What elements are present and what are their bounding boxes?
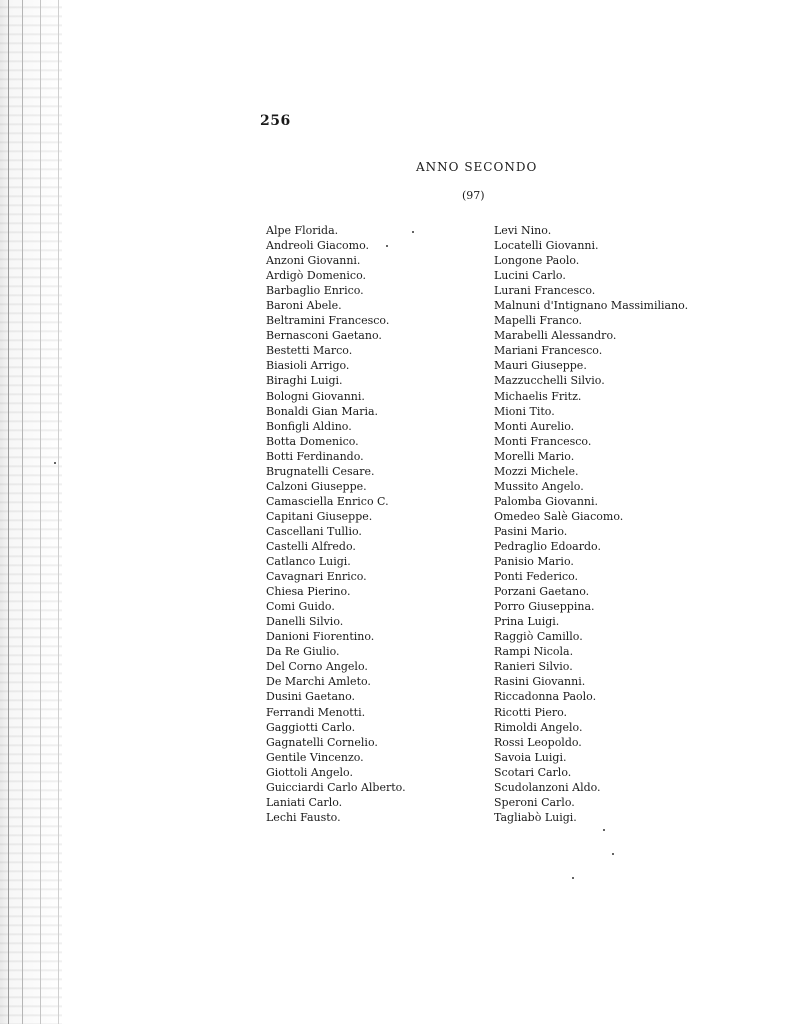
student-name: Botta Domenico. bbox=[266, 434, 359, 448]
student-name: Savoia Luigi. bbox=[494, 750, 567, 764]
student-name: Catlanco Luigi. bbox=[266, 555, 351, 569]
student-name: Raggiò Camillo. bbox=[494, 630, 583, 644]
student-name: Ardigò Domenico. bbox=[266, 269, 366, 283]
student-name: Ranieri Silvio. bbox=[494, 660, 573, 674]
student-list-left bbox=[266, 223, 406, 825]
student-name: Pedraglio Edoardo. bbox=[494, 539, 601, 553]
student-name: Pasini Mario. bbox=[494, 524, 568, 538]
student-name: Morelli Mario. bbox=[494, 449, 575, 463]
student-name: Lurani Francesco. bbox=[494, 284, 596, 298]
student-name: Giottoli Angelo. bbox=[266, 765, 353, 779]
page-number: 256 bbox=[260, 113, 291, 129]
binding-line bbox=[58, 0, 59, 1024]
student-name: Cavagnari Enrico. bbox=[266, 570, 367, 584]
binding-line bbox=[8, 0, 9, 1024]
student-name: Biraghi Luigi. bbox=[266, 374, 343, 388]
student-name: Calzoni Giuseppe. bbox=[266, 479, 367, 493]
ink-speck bbox=[603, 829, 605, 831]
student-name: Palomba Giovanni. bbox=[494, 494, 599, 508]
binding-edge bbox=[0, 0, 62, 1024]
student-name: Brugnatelli Cesare. bbox=[266, 464, 375, 478]
student-list-right bbox=[494, 223, 688, 825]
student-name: Mussito Angelo. bbox=[494, 479, 584, 493]
student-name: Gagnatelli Cornelio. bbox=[266, 735, 378, 749]
student-name: Omedeo Salè Giacomo. bbox=[494, 509, 624, 523]
student-name: Scudolanzoni Aldo. bbox=[494, 780, 601, 794]
student-name: Scotari Carlo. bbox=[494, 765, 572, 779]
student-name: Anzoni Giovanni. bbox=[266, 254, 361, 268]
student-name: Levi Nino. bbox=[494, 224, 552, 237]
student-name: Ricotti Piero. bbox=[494, 705, 568, 719]
student-name: Mauri Giuseppe. bbox=[494, 359, 587, 373]
student-name: Mariani Francesco. bbox=[494, 344, 603, 358]
student-name: Rimoldi Angelo. bbox=[494, 720, 583, 734]
ink-speck bbox=[572, 877, 574, 879]
student-name: Michaelis Fritz. bbox=[494, 389, 582, 403]
student-name: Del Corno Angelo. bbox=[266, 660, 368, 674]
student-name: Speroni Carlo. bbox=[494, 795, 575, 809]
student-name: Chiesa Pierino. bbox=[266, 585, 351, 599]
student-name: Mozzi Michele. bbox=[494, 464, 579, 478]
student-name: Panisio Mario. bbox=[494, 555, 574, 569]
student-name: Tagliabò Luigi. bbox=[494, 810, 577, 824]
student-name: Malnuni d'Intignano Massimiliano. bbox=[494, 299, 689, 313]
student-name: Porro Giuseppina. bbox=[494, 600, 595, 614]
student-name: Prina Luigi. bbox=[494, 615, 560, 629]
student-name: Lucini Carlo. bbox=[494, 269, 566, 283]
ink-speck bbox=[54, 462, 56, 464]
student-name: Laniati Carlo. bbox=[266, 795, 343, 809]
student-name: Guicciardi Carlo Alberto. bbox=[266, 780, 406, 794]
student-name: Rasini Giovanni. bbox=[494, 675, 586, 689]
section-heading: ANNO SECONDO bbox=[416, 160, 538, 174]
student-name: Beltramini Francesco. bbox=[266, 314, 390, 328]
student-name: Mapelli Franco. bbox=[494, 314, 583, 328]
student-name: De Marchi Amleto. bbox=[266, 675, 371, 689]
student-name: Rampi Nicola. bbox=[494, 645, 574, 659]
student-name: Rossi Leopoldo. bbox=[494, 735, 582, 749]
student-name: Danelli Silvio. bbox=[266, 615, 344, 629]
binding-line bbox=[22, 0, 23, 1024]
student-name: Alpe Florida. bbox=[266, 224, 339, 237]
student-name: Monti Aurelio. bbox=[494, 419, 575, 433]
class-number: (97) bbox=[462, 189, 485, 202]
student-name: Ponti Federico. bbox=[494, 570, 579, 584]
student-name: Bestetti Marco. bbox=[266, 344, 353, 358]
student-name: Lechi Fausto. bbox=[266, 810, 341, 824]
student-name: Bonaldi Gian Maria. bbox=[266, 404, 379, 418]
student-name: Baroni Abele. bbox=[266, 299, 342, 313]
student-name: Mazzucchelli Silvio. bbox=[494, 374, 605, 388]
student-name: Locatelli Giovanni. bbox=[494, 239, 599, 253]
student-name: Mioni Tito. bbox=[494, 404, 555, 418]
student-name: Gaggiotti Carlo. bbox=[266, 720, 356, 734]
student-name: Bernasconi Gaetano. bbox=[266, 329, 382, 343]
student-name: Da Re Giulio. bbox=[266, 645, 340, 659]
student-name: Castelli Alfredo. bbox=[266, 539, 356, 553]
student-name: Botti Ferdinando. bbox=[266, 449, 364, 463]
student-name: Andreoli Giacomo. bbox=[266, 239, 369, 253]
student-name: Bologni Giovanni. bbox=[266, 389, 365, 403]
student-name: Comi Guido. bbox=[266, 600, 335, 614]
ink-speck bbox=[412, 231, 414, 233]
student-name: Ferrandi Menotti. bbox=[266, 705, 366, 719]
student-name: Marabelli Alessandro. bbox=[494, 329, 617, 343]
student-name: Biasioli Arrigo. bbox=[266, 359, 350, 373]
student-name: Longone Paolo. bbox=[494, 254, 580, 268]
student-name: Danioni Fiorentino. bbox=[266, 630, 375, 644]
binding-line bbox=[40, 0, 41, 1024]
student-name: Gentile Vincenzo. bbox=[266, 750, 364, 764]
student-name: Camasciella Enrico C. bbox=[266, 494, 389, 508]
student-name: Cascellani Tullio. bbox=[266, 524, 362, 538]
student-name: Monti Francesco. bbox=[494, 434, 592, 448]
student-name: Dusini Gaetano. bbox=[266, 690, 356, 704]
student-name: Riccadonna Paolo. bbox=[494, 690, 597, 704]
ink-speck bbox=[612, 853, 614, 855]
student-name: Capitani Giuseppe. bbox=[266, 509, 373, 523]
student-name: Barbaglio Enrico. bbox=[266, 284, 364, 298]
student-name: Bonfigli Aldino. bbox=[266, 419, 352, 433]
student-name: Porzani Gaetano. bbox=[494, 585, 590, 599]
ink-speck bbox=[386, 245, 388, 247]
